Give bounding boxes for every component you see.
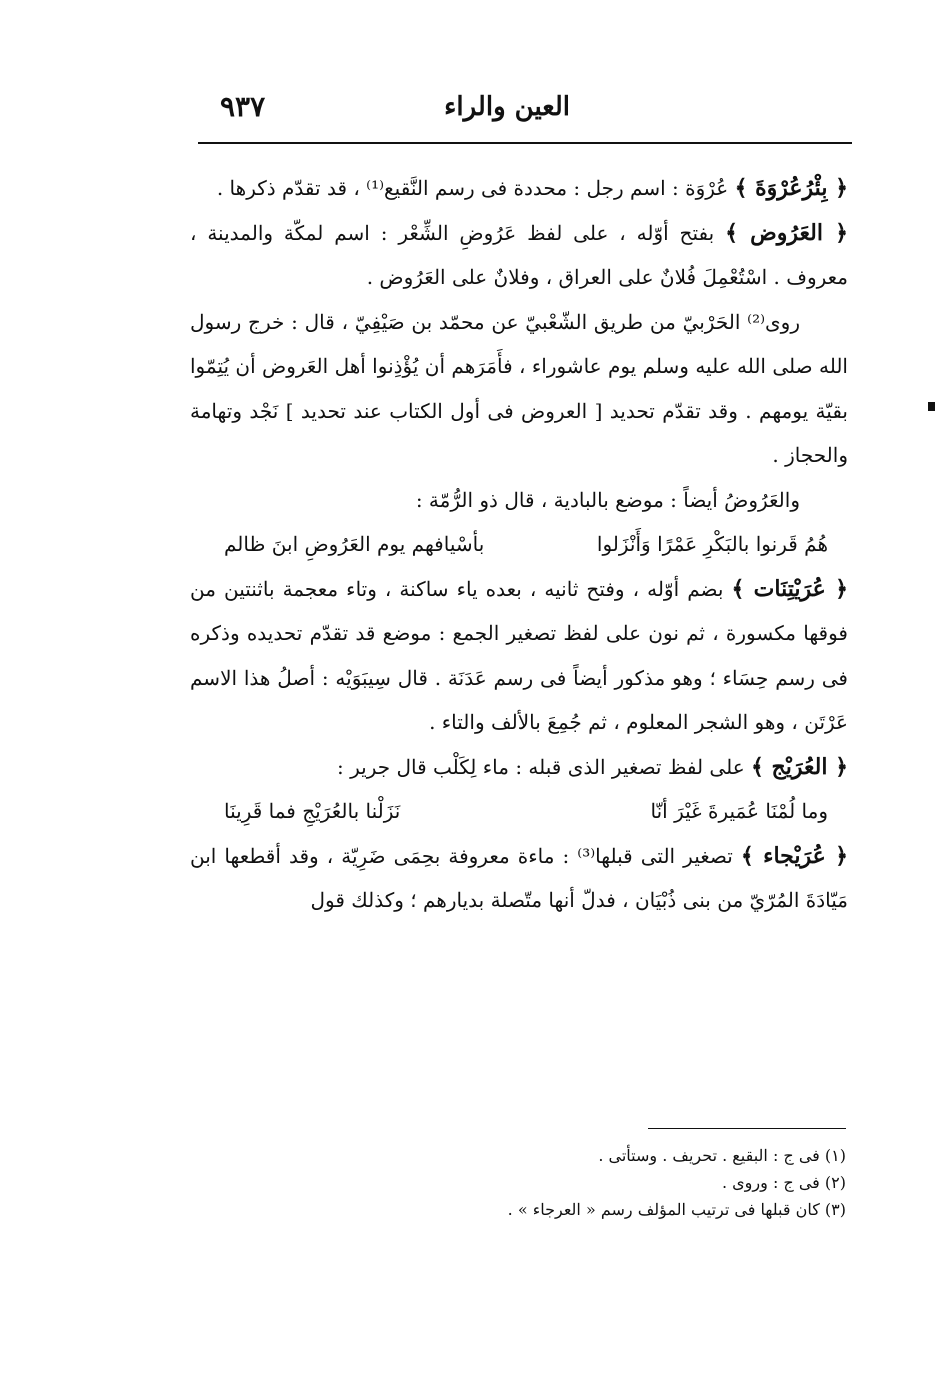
entry-text: بضم أوّله ، وفتح ثانيه ، بعده ياء ساكنة ، وتاء معجمة باثنتين من فوقها مكسورة ، ثم نون على لفظ تصغير الجمع : موضع قد تقدّم تحديده وذكره فى رسم حِسَاء ؛ وهو مذكور أيضاً فى رسم عَدَنَة . قال سِيبَوَيْه : أصلُ هذا الاسم عَرْتَن ، وهو الشجر المعلوم ، ثم جُمِعَ بالألف والتاء . [190,576,848,734]
header-rule [198,142,852,144]
entry-text: عُرْوَة : اسم رجل : محددة فى رسم النَّقيع⁽¹⁾ ، قد تقدّم ذكرها . [216,176,735,200]
verse-second-hemistich: بأسْيافهم يوم العَرُوضِ ابنَ ظالم [224,532,485,556]
entry-text: تصغير التى قبلها⁽³⁾ : ماءة معروفة بحِمَى ضَرِيّة ، وقد أقطعها ابن مَيّادَةَ المُرّيّ من بنى ذُبْيَان ، فدلّ أنها متّصلة بديارهم ؛ وكذلك قول [190,843,848,912]
entry-bir-urwa [190,166,848,211]
entry-urayja [190,834,848,923]
page-header [198,88,850,136]
headword: ﴿ عُرَيْجاء ﴾ [740,842,848,869]
entry-al-urayj [190,745,848,790]
entry-text: بفتح أوّله ، على لفظ عَرُوضِ الشِّعْر : اسم لمكّة والمدينة ، معروف . اسْتُعْمِلَ فُلانٌ على العراق ، وفلانٌ على العَرُوض . [190,220,848,289]
verse-second-hemistich: نَزَلْنا بالعُرَيْجِ فما قَرِينَا [224,799,401,823]
paragraph-narration [190,300,848,478]
verse-first-hemistich: وما لُمْنَا عُمَيرةَ غَيْرَ أنّا [650,799,828,823]
entry-al-arud [190,211,848,300]
main-text [190,166,848,923]
headword: ﴿ العُرَيْج ﴾ [751,753,848,780]
headword: ﴿ العَرُوض ﴾ [725,219,849,246]
footnote-1: (١) فى ج : البقيع . تحريف . وستأتى . [598,1146,846,1165]
headword: ﴿ بِئْرُعُرْوَةَ ﴾ [734,175,848,201]
running-title: العين والراء [444,92,570,122]
footnote-2: (٢) فى ج : وروى . [721,1173,846,1192]
paragraph-text: روى⁽²⁾ الحَرْبيّ من طريق الشّعْبيّ عن محمّد بن صَيْفِيّ ، قال : خرج رسول الله صلى الله عليه وسلم يوم عاشوراء ، فأَمَرَهم أن يُؤْذِنوا أهل العَروض أن يُتِمّوا بقيّة يومهم . وقد تقدّم تحديد [ العروض فى أول الكتاب عند تحديد ] نَجْد وتهامة والحجاز . [190,309,848,467]
verse-line-2 [190,789,848,834]
page-number: ٩٣٧ [220,90,266,123]
verse-first-hemistich: هُمُ قَرنوا بالبَكْرِ عَمْرًا وَأَنْزَلوا [596,532,828,556]
headword: ﴿ عُرَيْتِنَات ﴾ [731,575,848,602]
entry-urayt-inat [190,567,848,745]
footnote-3: (٣) كان قبلها فى ترتيب المؤلف رسم « العرجاء » . [507,1200,846,1219]
footnotes [400,1142,846,1223]
paragraph-al-arud-also [190,478,848,523]
entry-text: على لفظ تصغير الذى قبله : ماء لِكَلْب قال جرير : [337,754,751,779]
paragraph-text: والعَرُوضُ أيضاً : موضع بالبادية ، قال ذو الرُّمّة : [415,487,800,512]
footnote-rule [648,1128,846,1129]
verse-line-1 [190,522,848,567]
margin-ink-mark [928,402,935,411]
